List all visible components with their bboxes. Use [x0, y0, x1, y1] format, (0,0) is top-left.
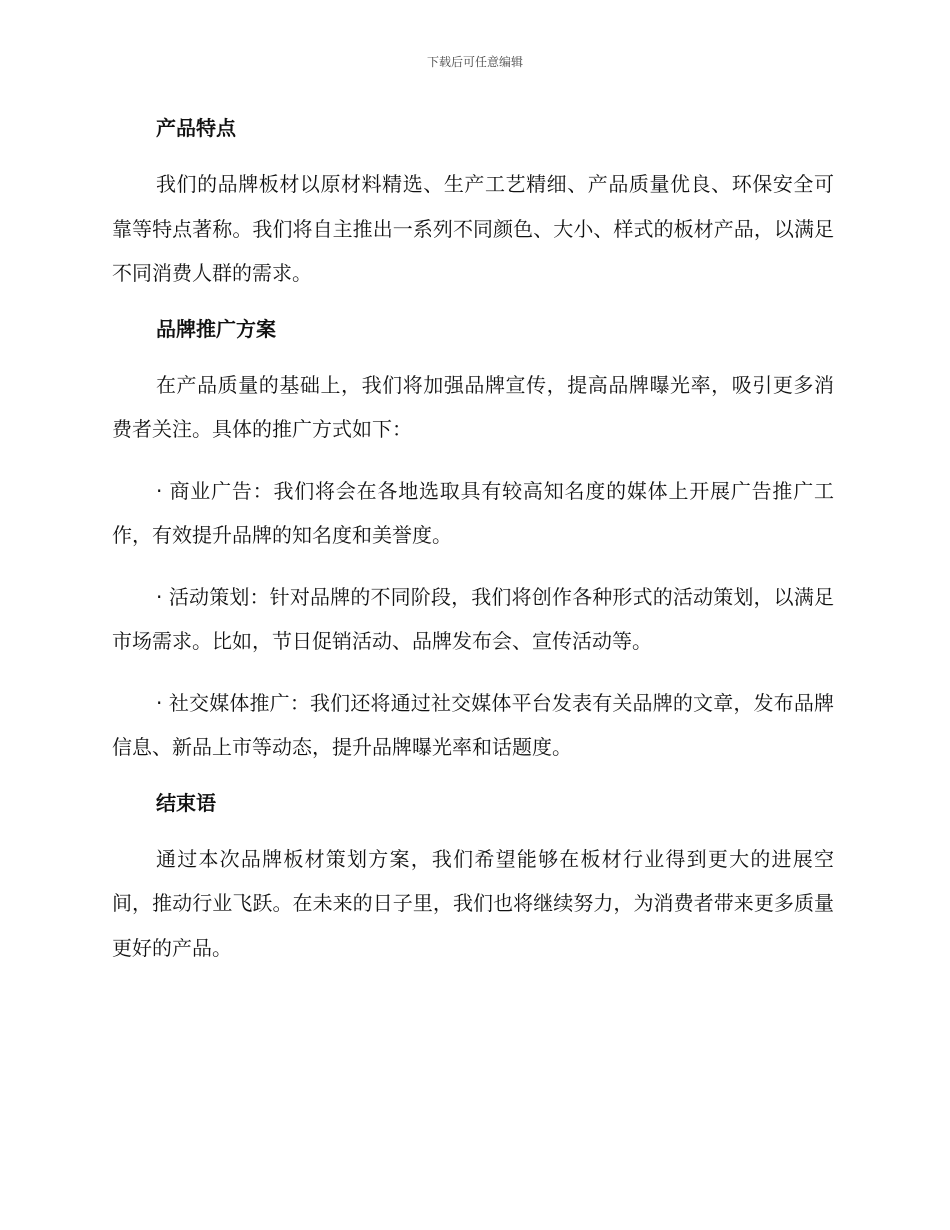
promotion-item-social: · 社交媒体推广：我们还将通过社交媒体平台发表有关品牌的文章，发布品牌信息、新品上市等动态，提升品牌曝光率和话题度。	[112, 690, 834, 759]
conclusion-paragraph: 通过本次品牌板材策划方案，我们希望能够在板材行业得到更大的进展空间，推动行业飞跃。在未来的日子里，我们也将继续努力，为消费者带来更多质量更好的产品。	[112, 846, 834, 960]
section-title-features: 产品特点	[156, 116, 236, 140]
section-title-conclusion: 结束语	[156, 790, 216, 815]
document-body	[112, 112, 834, 987]
section-title-promotion: 品牌推广方案	[156, 316, 276, 341]
features-paragraph: 我们的品牌板材以原材料精选、生产工艺精细、产品质量优良、环保安全可靠等特点著称。我们将自主推出一系列不同颜色、大小、样式的板材产品，以满足不同消费人群的需求。	[112, 172, 834, 285]
header-note: 下载后可任意编辑	[426, 55, 523, 69]
promotion-item-events: · 活动策划：针对品牌的不同阶段，我们将创作各种形式的活动策划，以满足市场需求。比如，节日促销活动、品牌发布会、宣传活动等。	[112, 584, 834, 653]
promotion-item-ads: · 商业广告：我们将会在各地选取具有较高知名度的媒体上开展广告推广工作，有效提升品牌的知名度和美誉度。	[112, 478, 834, 547]
promotion-intro: 在产品质量的基础上，我们将加强品牌宣传，提高品牌曝光率，吸引更多消费者关注。具体的推广方式如下：	[112, 372, 834, 441]
